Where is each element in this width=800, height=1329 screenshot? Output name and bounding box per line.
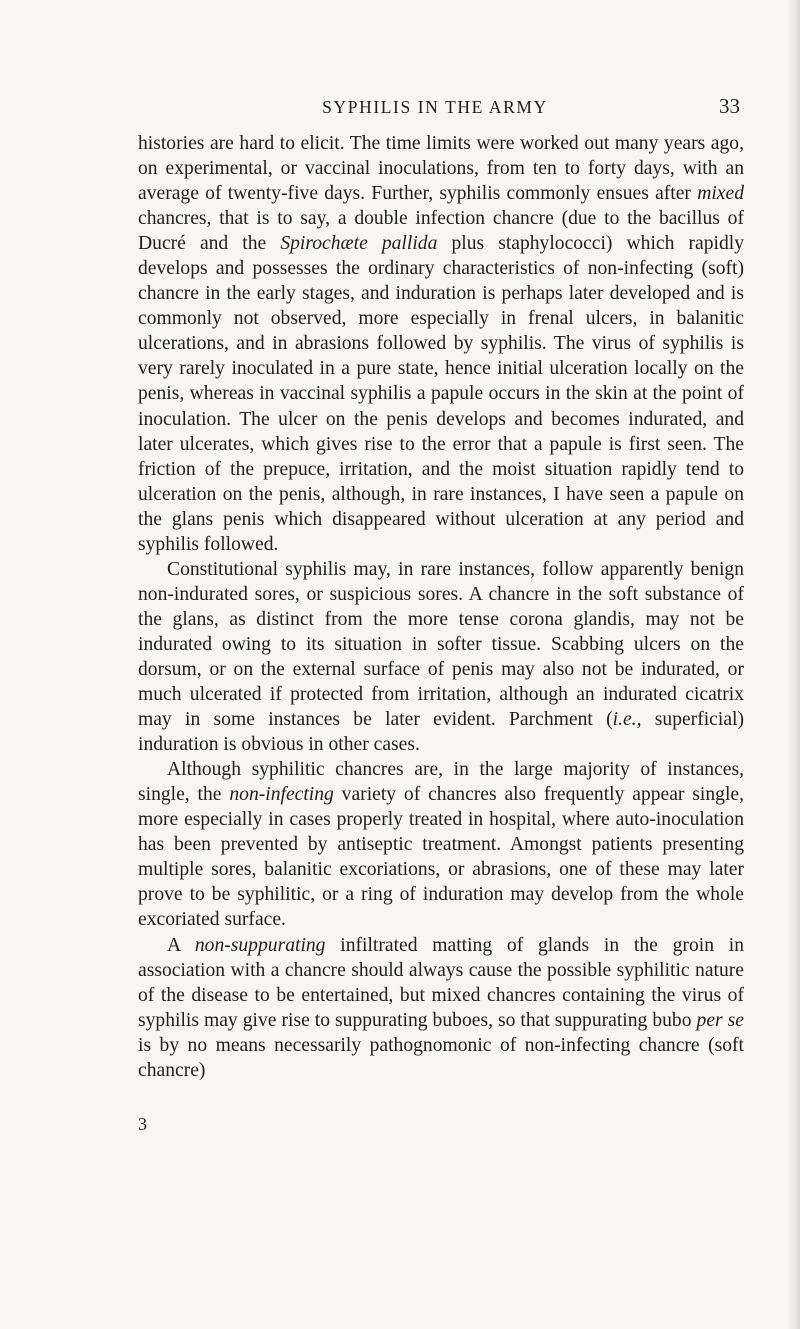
running-head: [130, 96, 740, 124]
text-run: plus staphylococci) which rapidly develops and possesses the ordinary characteristics of non-infecting (soft) chancre in the early stages, and induration is perhaps later developed and is commonly not observed, more especially in frenal ulcers, in balanitic ulcerations, and in abrasions followed by syphilis. The virus of syphilis is very rarely inoculated in a pure state, hence initial ulceration locally on the penis, whereas in vaccinal syphilis a papule occurs in the skin at the point of inoculation. The ulcer on the penis develops and becomes indurated, and later ulcerates, which gives rise to the error that a papule is first seen. The friction of the prepuce, irritation, and the moist situation rapidly tend to ulceration on the penis, although, in rare instances, I have seen a papule on the glans penis which disappeared without ulceration at any period and syphilis followed.: [138, 233, 744, 555]
paragraph: [138, 131, 744, 557]
text-run: A: [167, 934, 195, 956]
paragraph: [138, 933, 744, 1083]
italic-run: i.e.,: [612, 709, 642, 731]
text-run: chancres, that is to say, a double infection chancre (due to the bacillus of Ducré and the: [138, 208, 744, 255]
body-text: [138, 131, 744, 1083]
text-run: Although syphilitic chancres are, in the large majority of instances, single, the: [138, 759, 744, 806]
text-run: variety of chancres also frequently appear single, more especially in cases properly treated in hospital, where auto-inoculation has been prevented by antiseptic treatment. Amongst patients presenting multiple sores, balanitic excoriations, or abrasions, one of these may later prove to be syphilitic, or a ring of induration may develop from the whole excoriated surface.: [138, 784, 745, 931]
spine-shadow: [786, 0, 800, 1329]
paragraph: [138, 557, 744, 757]
page-number: 33: [719, 94, 740, 118]
text-run: is by no means necessarily pathognomonic of non-infecting chancre (soft chancre): [138, 1034, 744, 1081]
italic-run: non-suppurating: [194, 934, 326, 956]
italic-run: non-infecting: [229, 784, 334, 806]
signature-mark: 3: [138, 1114, 147, 1134]
text-run: Constitutional syphilis may, in rare instances, follow apparently benign non-indurated sores, or suspicious sores. A chancre in the soft substance of the glans, as distinct from the more tense corona glandis, may not be indurated owing to its situation in softer tissue. Scabbing ulcers on the dorsum, or on the external surface of penis may also not be indurated, or much ulcerated if protected from irritation, although an indurated cicatrix may in some instances be later evident. Parchment (: [138, 558, 744, 731]
running-title: SYPHILIS IN THE ARMY: [322, 97, 548, 117]
italic-run: Spirochæte pallida: [280, 233, 438, 255]
text-run: infiltrated matting of glands in the groin in association with a chancre should always cause the possible syphilitic nature of the disease to be entertained, but mixed chancres containing the virus of syphilis may give rise to suppurating buboes, so that suppurating bubo: [138, 934, 745, 1031]
italic-run: per se: [696, 1009, 744, 1031]
text-run: superficial) induration is obvious in other cases.: [138, 709, 744, 756]
italic-run: mixed: [697, 183, 744, 205]
paragraph: [138, 757, 744, 932]
text-run: histories are hard to elicit. The time limits were worked out many years ago, on experimental, or vaccinal inoculations, from ten to forty days, with an average of twenty-five days. Further, syphilis commonly ensues after: [138, 133, 744, 205]
